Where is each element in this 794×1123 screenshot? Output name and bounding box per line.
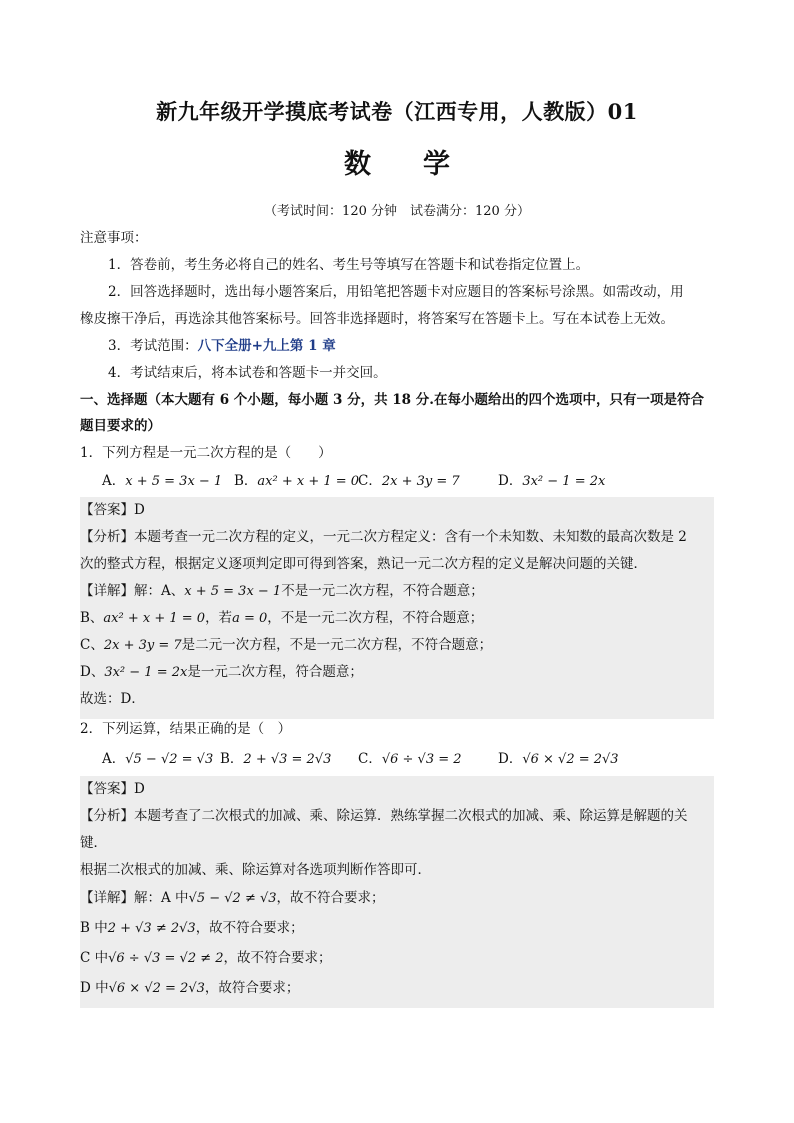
q1-detail-4-pre: D、 [80,664,105,680]
q1-detail-3-pre: C、 [80,637,104,653]
exam-info: （考试时间：120 分钟 试卷满分：120 分） [264,204,530,219]
q1-option-c-label: C． [358,473,382,489]
q2-analysis-3: 根据二次根式的加减、乘、除运算对各选项判断作答即可． [80,862,431,878]
q2-detail-1-post: ，故不符合要求； [276,890,385,906]
notice-item-3-label: 3．考试范围： [108,338,198,354]
q2-detail-3 [80,948,714,969]
q1-stem: 1．下列方程是一元二次方程的是（ ） [80,445,332,461]
q1-option-d [498,471,605,492]
q1-detail-2 [80,608,714,629]
q2-option-d [498,749,619,770]
section-heading-cont: 题目要求的） [80,418,161,434]
q1-detail-1-math: x + 5 = 3x − 1 [184,584,282,599]
q1-detail-4-post: 是一元二次方程，符合题意； [187,664,363,680]
q1-option-a [102,471,222,492]
q1-detail-4 [80,662,714,683]
q2-detail-4-math: √6 × √2 = 2√3 [108,981,205,996]
q2-option-b-label: B． [220,751,244,767]
q1-answer: 【答案】D [80,502,145,518]
q2-option-c-label: C． [358,751,382,767]
q2-option-c-math: √6 ÷ √3 = 2 [381,752,462,767]
q2-option-b-math: 2 + √3 = 2√3 [243,752,332,767]
q1-detail-2-math: ax² + x + 1 = 0 [103,611,206,626]
q1-option-b [234,471,359,492]
q1-detail-2-mid: ，若 [205,610,233,626]
q2-answer: 【答案】D [80,781,145,797]
q1-detail-4-math: 3x² − 1 = 2x [104,665,188,680]
q2-option-d-math: √6 × √2 = 2√3 [522,752,619,767]
q1-detail-2-post: ，不是一元二次方程，不符合题意； [267,610,484,626]
section-heading: 一、选择题（本大题有 6 个小题，每小题 3 分，共 18 分.在每小题给出的四个选项中，只有一项是符合 [80,392,704,408]
q1-detail-2-pre: B、 [80,610,104,626]
q2-detail-4 [80,978,714,999]
q2-detail-1 [80,888,714,909]
notice-item-2-cont: 橡皮擦干净后，再选涂其他答案标号。回答非选择题时，将答案写在答题卡上。写在本试卷上无效。 [80,311,674,327]
q2-detail-1-pre: 【详解】解：A 中 [80,890,189,906]
q1-option-d-label: D． [498,473,523,489]
q1-option-a-label: A． [102,473,126,489]
q1-option-b-math: ax² + x + 1 = 0 [257,474,360,489]
q1-option-a-math: x + 5 = 3x − 1 [125,474,223,489]
q1-detail-1-post: 不是一元二次方程，不符合题意； [281,583,484,599]
q2-detail-2-math: 2 + √3 ≠ 2√3 [107,921,196,936]
notice-item-3 [108,336,714,356]
q1-option-c [358,471,460,492]
q2-option-b [220,749,331,770]
q2-option-d-label: D． [498,751,523,767]
q2-detail-3-math: √6 ÷ √3 = √2 ≠ 2 [108,951,224,966]
q2-detail-2-post: ，故不符合要求； [195,920,304,936]
q1-detail-3 [80,635,714,656]
q2-option-a [102,749,213,770]
q1-option-c-math: 2x + 3y = 7 [381,474,460,489]
q2-option-c [358,749,462,770]
notice-item-4: 4．考试结束后，将本试卷和答题卡一并交回。 [108,365,387,381]
q2-detail-1-math: √5 − √2 ≠ √3 [188,891,277,906]
page-title: 新九年级开学摸底考试卷（江西专用，人教版）01 [156,99,638,124]
q1-detail-3-math: 2x + 3y = 7 [103,638,182,653]
q2-detail-3-post: ，故不符合要求； [223,950,332,966]
q1-conclusion: 故选：D． [80,691,145,707]
q1-analysis-1: 【分析】本题考查一元二次方程的定义，一元二次方程定义：含有一个未知数、未知数的最高次数是 2 [80,529,687,545]
notice-heading: 注意事项： [80,230,148,246]
q1-detail-1-pre: 【详解】解：A、 [80,583,185,599]
q2-stem: 2．下列运算，结果正确的是（ ） [80,721,292,737]
q2-option-a-label: A． [102,751,126,767]
q2-detail-4-post: ，故符合要求； [204,980,300,996]
subject-title: 数学 [344,149,502,180]
q2-detail-3-pre: C 中 [80,950,109,966]
q1-option-b-label: B． [234,473,258,489]
q2-detail-2 [80,918,714,939]
q2-detail-2-pre: B 中 [80,920,108,936]
q1-analysis-2: 次的整式方程，根据定义逐项判定即可得到答案，熟记一元二次方程的定义是解决问题的关键． [80,556,647,572]
q1-option-d-math: 3x² − 1 = 2x [522,474,606,489]
q1-detail-2-math2: a = 0 [232,611,268,626]
q1-detail-1 [80,581,714,602]
q2-option-a-math: √5 − √2 = √3 [125,752,214,767]
exam-range: 八下全册+九上第 1 章 [197,338,336,354]
notice-item-1: 1．答卷前，考生务必将自己的姓名、考生号等填写在答题卡和试卷指定位置上。 [108,257,590,273]
notice-item-2: 2．回答选择题时，选出每小题答案后，用铅笔把答题卡对应题目的答案标号涂黑。如需改动，用 [108,284,684,300]
q1-detail-3-post: 是二元一次方程，不是一元二次方程，不符合题意； [181,637,493,653]
q2-analysis-1: 【分析】本题考查了二次根式的加减、乘、除运算．熟练掌握二次根式的加减、乘、除运算是解题的关 [80,808,688,824]
q2-detail-4-pre: D 中 [80,980,109,996]
q2-analysis-2: 键． [80,835,107,851]
